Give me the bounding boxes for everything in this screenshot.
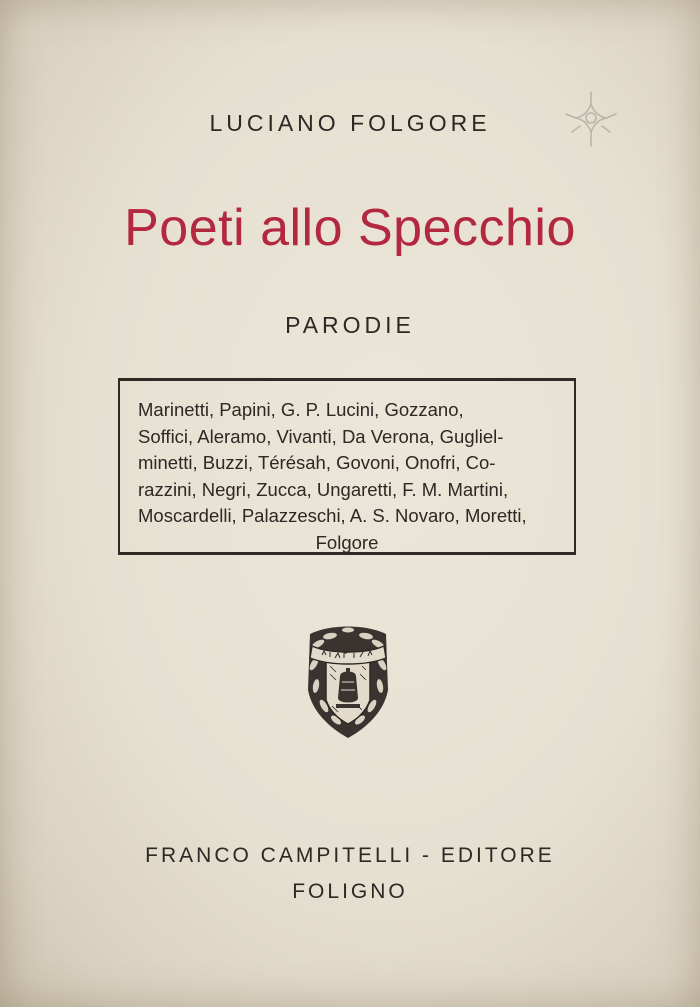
- parodied-poets-box: [118, 378, 576, 555]
- publisher-name: FRANCO CAMPITELLI - EDITORE: [145, 844, 555, 867]
- author-name: LUCIANO FOLGORE: [209, 110, 491, 136]
- poets-line: Moscardelli, Palazzeschi, A. S. Novaro, Moretti,: [138, 505, 527, 526]
- poets-line: minetti, Buzzi, Térésah, Govoni, Onofri, Co-: [138, 452, 496, 473]
- book-subtitle: PARODIE: [285, 312, 415, 338]
- poets-line: Soffici, Aleramo, Vivanti, Da Verona, Gugliel-: [138, 425, 504, 447]
- poets-line: Folgore: [315, 531, 379, 553]
- publisher-emblem-icon: [300, 620, 396, 740]
- poets-line: razzini, Negri, Zucca, Ungaretti, F. M. Martini,: [138, 478, 509, 500]
- publisher-city: FOLIGNO: [292, 880, 408, 903]
- book-title: Poeti allo Specchio: [124, 199, 576, 257]
- poets-line: Marinetti, Papini, G. P. Lucini, Gozzano,: [138, 399, 464, 420]
